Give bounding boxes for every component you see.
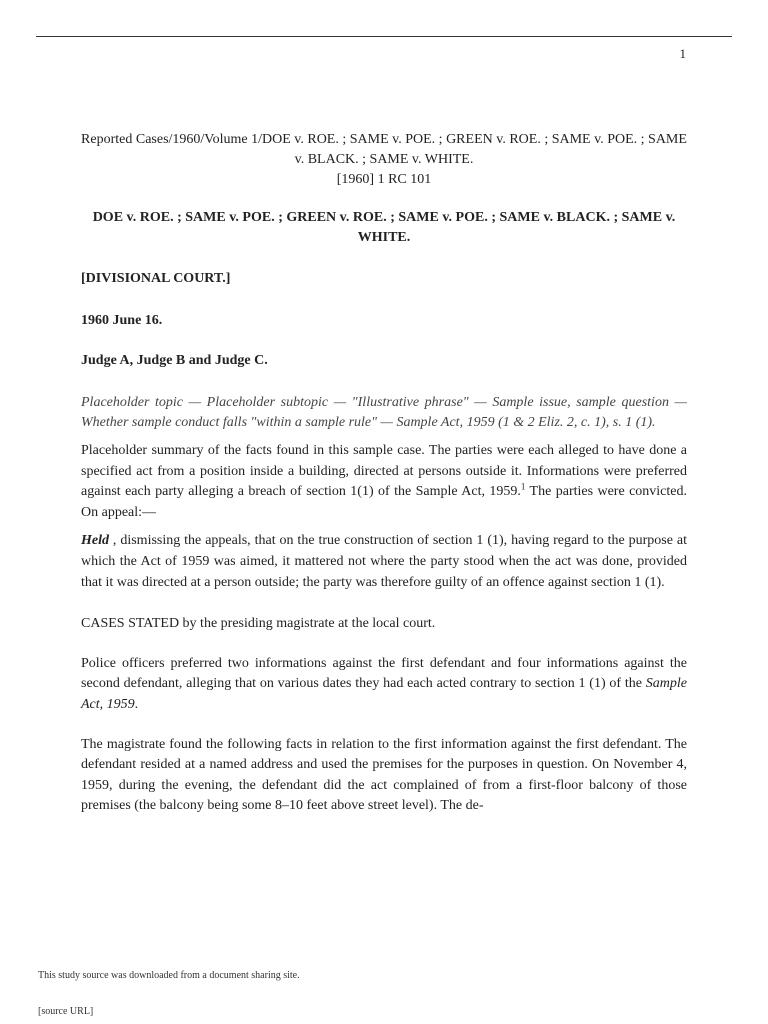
case-title: DOE v. ROE. ; SAME v. POE. ; GREEN v. ROE. ; SAME v. POE. ; SAME v. BLACK. ; SAME v. WHITE. — [92, 210, 676, 245]
informations-text: Police officers preferred two informations against the first defendant and four informations against the second defendant, alleging that on various dates they had each acted contrary to section 1 (1) of the — [81, 655, 687, 692]
download-source-note: This study source was downloaded from a document sharing site. — [38, 970, 300, 981]
held-label: Held — [81, 533, 109, 549]
magistrate-facts: The magistrate found the following facts in relation to the first information against the first defendant. The defendant resided at a named address and used the premises for the purposes in question. On November 4, 1959, during the evening, the defendant did the act complained of from a first-floor balcony of those premises (the balcony being some 8–10 feet above street level). The de- — [81, 736, 687, 814]
report-citation — [81, 130, 687, 190]
source-url[interactable]: [source URL] — [38, 1006, 94, 1017]
held-paragraph — [81, 531, 687, 593]
judgment-date: 1960 June 16. — [81, 313, 163, 328]
facts-summary — [81, 441, 687, 523]
citation-line: Reported Cases/1960/Volume 1/DOE v. ROE. ; SAME v. POE. ; GREEN v. ROE. ; SAME v. POE. ; SAME v. BLACK. ; SAME v. WHITE. — [81, 132, 687, 167]
document-body — [81, 130, 687, 817]
page-number: 1 — [679, 46, 686, 61]
informations-end: . — [134, 696, 139, 712]
facts-summary-end: The parties were convicted. On appeal:— — [81, 484, 687, 520]
act-reference: Sample Act, 1959 — [81, 676, 687, 712]
court-name: [DIVISIONAL COURT.] — [81, 271, 231, 286]
informations-paragraph — [81, 654, 687, 716]
neutral-citation: [1960] 1 RC 101 — [336, 172, 432, 187]
facts-summary-text: Placeholder summary of the facts found in this sample case. The parties were each alleged to have done a specified act from a position inside a building, directed at persons outside it. Informations were preferred against each party alleging a breach of section 1(1) of the Sample Act, 1959. — [81, 443, 687, 500]
held-text: , dismissing the appeals, that on the true construction of section 1 (1), having regard to the purpose at which the Act of 1959 was aimed, it mattered not where the party stood when the act was done, provided that it was directed at a person outside; the party was therefore guilty of an offence against section 1 (1). — [81, 533, 687, 590]
top-rule — [36, 36, 732, 37]
catchwords: Placeholder topic — Placeholder subtopic — "Illustrative phrase" — Sample issue, sample question — Whether sample conduct falls "within a sample rule" — Sample Act, 1959 (1 & 2 Eliz. 2, c. 1), s. 1 (1). — [81, 395, 687, 430]
footnote-reference[interactable]: 1 — [520, 481, 526, 492]
cases-stated: CASES STATED by the presiding magistrate at the local court. — [81, 616, 436, 632]
judges: Judge A, Judge B and Judge C. — [81, 353, 268, 368]
